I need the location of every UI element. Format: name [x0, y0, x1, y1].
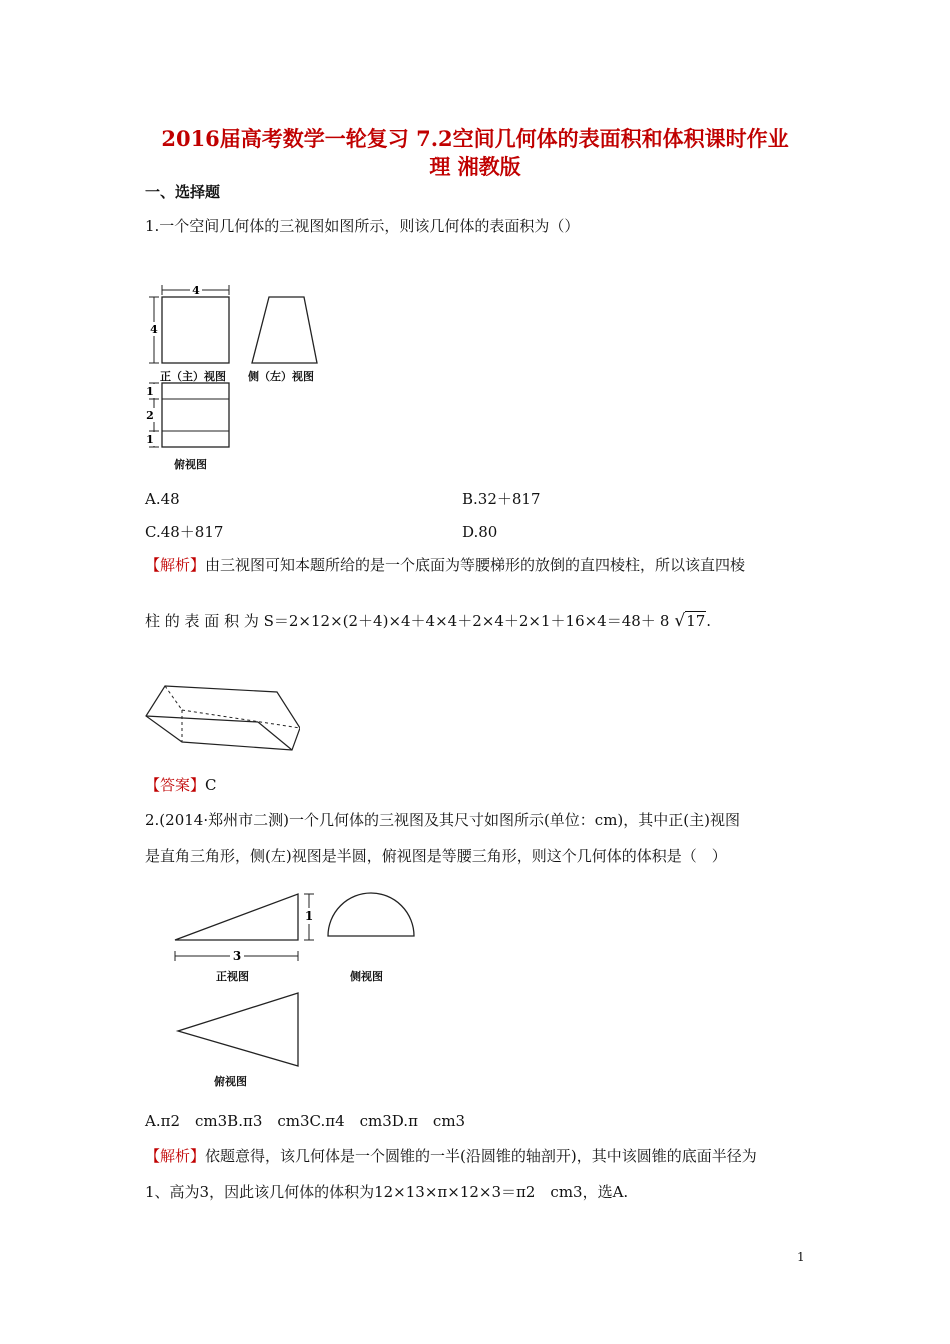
q1-solid-sketch [140, 682, 300, 754]
q1-side-view-trapezoid [252, 297, 317, 363]
q2-dim-base: 3 [232, 949, 242, 963]
q1-analysis-radicand: 17 [686, 612, 706, 630]
q1-front-view-label: 正（主）视图 [160, 370, 226, 383]
q2-options: A.π2 cm3B.π3 cm3C.π4 cm3D.π cm3 [145, 1112, 466, 1130]
q2-front-view-label: 正视图 [216, 970, 249, 983]
q1-answer: 【答案】C [145, 776, 217, 794]
q1-option-c: C.48＋817 [145, 523, 224, 541]
q2-stem-line2: 是直角三角形，侧(左)视图是半圆，俯视图是等腰三角形，则这个几何体的体积是（ ） [145, 847, 727, 865]
q2-analysis-tag: 【解析】 [145, 1147, 206, 1165]
q1-option-a: A.48 [145, 490, 180, 508]
q1-top-view-label: 俯视图 [174, 458, 207, 471]
document-title-line2: 理 湘教版 [429, 154, 521, 179]
section-heading: 一、选择题 [145, 183, 221, 201]
q1-analysis-line2: 柱 的 表 面 积 为 S＝2×12×(2＋4)×4＋4×4＋2×4＋2×1＋16×4＝48＋ 8 √17. [145, 611, 712, 631]
q2-dim-height: 1 [304, 909, 314, 923]
q1-analysis-coef: 8 [659, 612, 670, 630]
q1-top-view-rect [162, 383, 229, 447]
q2-front-view-triangle [175, 894, 298, 940]
q2-top-view-figure [170, 990, 310, 1070]
q2-front-side-figure [170, 888, 420, 978]
q2-top-view-triangle [178, 993, 298, 1066]
sqrt-symbol: √ [674, 611, 686, 631]
q1-option-b: B.32＋817 [462, 490, 541, 508]
q1-side-view-label: 侧（左）视图 [248, 370, 314, 383]
q1-stem: 1.一个空间几何体的三视图如图所示，则该几何体的表面积为（） [145, 217, 580, 235]
q2-analysis-line1: 【解析】依题意得，该几何体是一个圆锥的一半(沿圆锥的轴剖开)，其中该圆锥的底面半径为 [145, 1147, 757, 1165]
q1-dim-top-2: 2 [146, 409, 154, 422]
q1-answer-tag: 【答案】 [145, 776, 206, 794]
q1-option-d: D.80 [462, 523, 498, 541]
q1-dim-top-3: 1 [146, 433, 154, 446]
page-number: 1 [797, 1250, 805, 1264]
q2-side-view-label: 侧视图 [350, 970, 383, 983]
q1-analysis-tag: 【解析】 [145, 556, 206, 574]
q2-stem-line1: 2.(2014·郑州市二测)一个几何体的三视图及其尺寸如图所示(单位：cm)，其中正(主)视图 [145, 811, 740, 829]
q2-side-view-semicircle [328, 893, 414, 936]
q1-dim-height: 4 [150, 323, 158, 336]
q2-analysis-line2: 1、高为3，因此该几何体的体积为12×13×π×12×3＝π2 cm3，选A. [145, 1183, 629, 1201]
q1-front-view-square [162, 297, 229, 363]
q2-top-view-label: 俯视图 [214, 1075, 247, 1088]
q1-dim-top-1: 1 [146, 385, 154, 398]
q1-analysis-line1: 【解析】由三视图可知本题所给的是一个底面为等腰梯形的放倒的直四棱柱，所以该直四棱 [145, 556, 746, 574]
document-title-line1: 2016届高考数学一轮复习 7.2空间几何体的表面积和体积课时作业 [161, 126, 789, 151]
q1-dim-width: 4 [192, 284, 200, 297]
